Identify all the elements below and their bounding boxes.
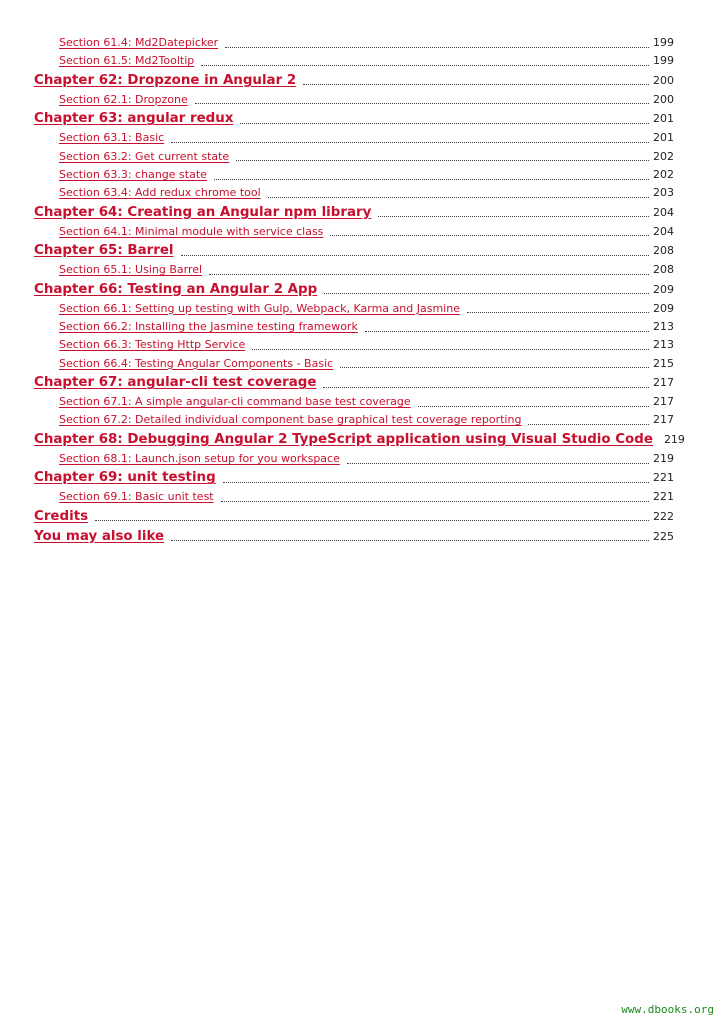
page-number: 199 [653, 54, 674, 68]
dot-leader [324, 293, 649, 294]
chapter-title-link[interactable]: Chapter 65: Barrel [34, 243, 174, 259]
dot-leader [365, 331, 649, 332]
section-title-link[interactable]: Section 64.1: Minimal module with service class [59, 224, 324, 238]
dot-leader [340, 367, 649, 368]
chapter-title-link[interactable]: Chapter 62: Dropzone in Angular 2 [34, 72, 297, 88]
toc-chapter-entry[interactable] [34, 468, 674, 488]
section-title-link[interactable]: Section 66.3: Testing Http Service [59, 338, 246, 352]
page-number: 222 [653, 509, 674, 523]
dot-leader [223, 482, 649, 483]
dot-leader [330, 235, 649, 236]
page-number: 204 [653, 205, 674, 219]
toc-section-entry[interactable] [34, 393, 674, 411]
page-number: 219 [653, 451, 674, 465]
chapter-title-link[interactable]: You may also like [34, 528, 165, 544]
chapter-title-link[interactable]: Credits [34, 508, 89, 524]
toc-section-entry[interactable] [34, 318, 674, 336]
page-number: 217 [653, 413, 674, 427]
dot-leader [418, 406, 649, 407]
toc-chapter-entry[interactable] [34, 241, 674, 261]
page-number: 221 [653, 490, 674, 504]
section-title-link[interactable]: Section 66.4: Testing Angular Components - Basic [59, 356, 334, 370]
toc-section-entry[interactable] [34, 52, 674, 70]
toc-chapter-entry[interactable] [34, 71, 674, 91]
page-number: 217 [653, 376, 674, 390]
toc-section-entry[interactable] [34, 261, 674, 279]
dot-leader [214, 179, 649, 180]
toc-section-entry[interactable] [34, 488, 674, 506]
section-title-link[interactable]: Section 67.2: Detailed individual component base graphical test coverage reporting [59, 413, 522, 427]
page-number: 201 [653, 131, 674, 145]
section-title-link[interactable]: Section 66.1: Setting up testing with Gulp, Webpack, Karma and Jasmine [59, 301, 460, 315]
toc-section-entry[interactable] [34, 91, 674, 109]
dot-leader [171, 540, 649, 541]
dot-leader [268, 197, 649, 198]
dot-leader [528, 424, 649, 425]
dot-leader [378, 216, 649, 217]
page-number: 213 [653, 319, 674, 333]
page-number: 202 [653, 149, 674, 163]
section-title-link[interactable]: Section 61.4: Md2Datepicker [59, 36, 219, 49]
dot-leader [209, 274, 649, 275]
toc-chapter-entry[interactable] [34, 109, 674, 129]
page-number: 200 [653, 92, 674, 106]
dot-leader [225, 47, 649, 48]
dot-leader [252, 349, 649, 350]
watermark-text: www.dbooks.org [621, 1003, 714, 1016]
section-title-link[interactable]: Section 63.4: Add redux chrome tool [59, 186, 261, 200]
toc-section-entry[interactable] [34, 166, 674, 184]
dot-leader [303, 84, 649, 85]
dot-leader [240, 123, 649, 124]
toc-chapter-entry[interactable] [34, 527, 674, 547]
section-title-link[interactable]: Section 69.1: Basic unit test [59, 490, 214, 504]
toc-section-entry[interactable] [34, 184, 674, 202]
toc-chapter-entry[interactable] [34, 430, 685, 450]
page-number: 204 [653, 224, 674, 238]
section-title-link[interactable]: Section 67.1: A simple angular-cli command base test coverage [59, 395, 411, 409]
page-number: 213 [653, 338, 674, 352]
table-of-contents [34, 34, 685, 547]
dot-leader [195, 103, 649, 104]
dot-leader [236, 160, 649, 161]
dot-leader [171, 142, 649, 143]
section-title-link[interactable]: Section 63.1: Basic [59, 131, 165, 145]
toc-chapter-entry[interactable] [34, 280, 674, 300]
chapter-title-link[interactable]: Chapter 66: Testing an Angular 2 App [34, 281, 318, 297]
section-title-link[interactable]: Section 65.1: Using Barrel [59, 263, 203, 277]
dot-leader [201, 65, 649, 66]
page-number: 219 [663, 432, 685, 446]
dot-leader [181, 255, 649, 256]
page-number: 221 [653, 471, 674, 485]
section-title-link[interactable]: Section 66.2: Installing the Jasmine testing framework [59, 319, 358, 333]
page-number: 209 [653, 301, 674, 315]
toc-section-entry[interactable] [34, 411, 674, 429]
chapter-title-link[interactable]: Chapter 68: Debugging Angular 2 TypeScript application using Visual Studio Code [34, 431, 653, 447]
dot-leader [221, 501, 649, 502]
toc-section-entry[interactable] [34, 450, 674, 468]
toc-chapter-entry[interactable] [34, 373, 674, 393]
page-number: 208 [653, 263, 674, 277]
toc-section-entry[interactable] [34, 34, 674, 52]
chapter-title-link[interactable]: Chapter 69: unit testing [34, 470, 216, 486]
section-title-link[interactable]: Section 62.1: Dropzone [59, 92, 188, 106]
dot-leader [323, 387, 649, 388]
page-number: 200 [653, 73, 674, 87]
page-number: 199 [653, 36, 674, 49]
section-title-link[interactable]: Section 63.3: change state [59, 167, 207, 181]
toc-section-entry[interactable] [34, 148, 674, 166]
section-title-link[interactable]: Section 61.5: Md2Tooltip [59, 54, 195, 68]
page-number: 201 [653, 112, 674, 126]
page-number: 215 [653, 356, 674, 370]
dot-leader [95, 520, 649, 521]
chapter-title-link[interactable]: Chapter 64: Creating an Angular npm library [34, 204, 372, 220]
section-title-link[interactable]: Section 68.1: Launch.json setup for you workspace [59, 451, 340, 465]
dot-leader [347, 463, 649, 464]
toc-section-entry[interactable] [34, 300, 674, 318]
page-number: 217 [653, 395, 674, 409]
toc-chapter-entry[interactable] [34, 507, 674, 527]
toc-section-entry[interactable] [34, 223, 674, 241]
section-title-link[interactable]: Section 63.2: Get current state [59, 149, 230, 163]
page-number: 202 [653, 167, 674, 181]
page-number: 209 [653, 282, 674, 296]
page-number: 203 [653, 186, 674, 200]
chapter-title-link[interactable]: Chapter 67: angular-cli test coverage [34, 375, 317, 391]
page-number: 208 [653, 244, 674, 258]
toc-section-entry[interactable] [34, 336, 674, 354]
toc-chapter-entry[interactable] [34, 203, 674, 223]
toc-section-entry[interactable] [34, 355, 674, 373]
dot-leader [467, 312, 649, 313]
toc-section-entry[interactable] [34, 129, 674, 147]
page-number: 225 [653, 529, 674, 543]
chapter-title-link[interactable]: Chapter 63: angular redux [34, 111, 234, 127]
